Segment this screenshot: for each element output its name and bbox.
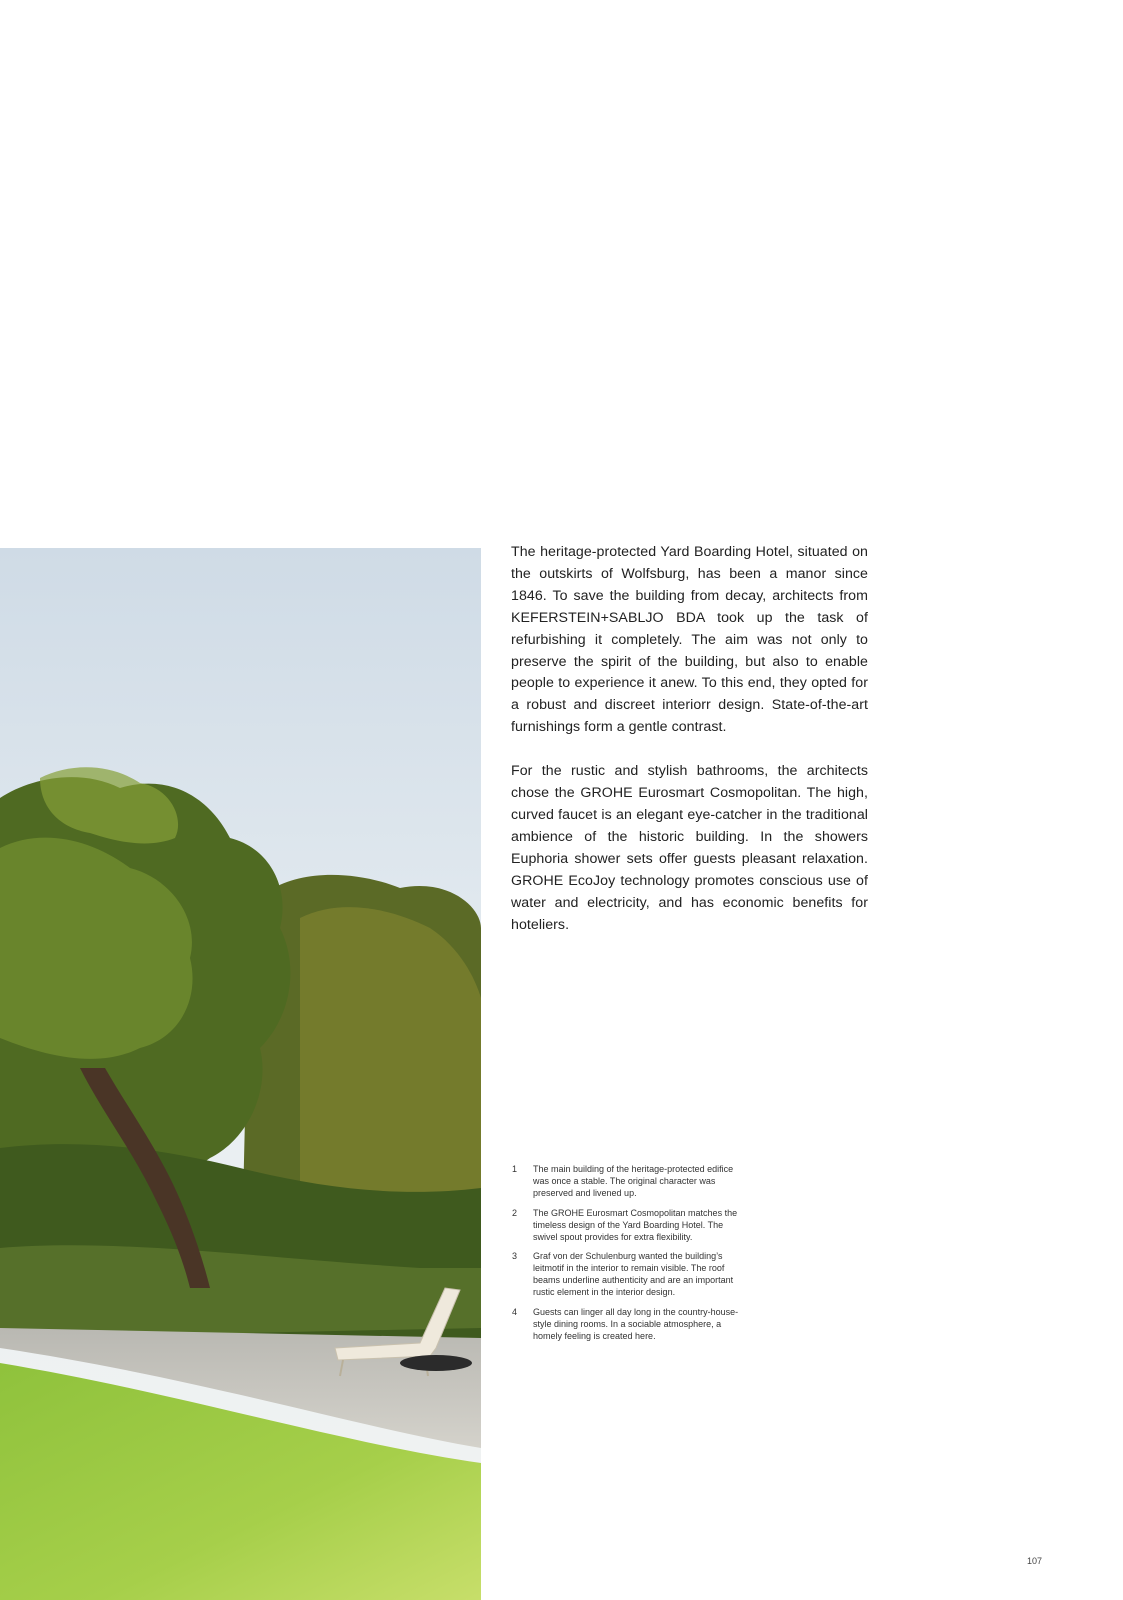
body-paragraph-2: For the rustic and stylish bathrooms, the architects chose the GROHE Eurosmart Cosmopolitan. The high, curved faucet is an elegant eye-catcher in the traditional ambience of the historic building. In the showers Euphoria shower sets offer guests pleasant relaxation. GROHE EcoJoy technology promotes conscious use of water and electricity, and has economic benefits for hoteliers.	[511, 763, 868, 933]
caption-number: 1	[512, 1164, 518, 1174]
fire-bowl	[400, 1355, 472, 1371]
image-captions	[512, 1164, 742, 1351]
page-number: 107	[1027, 1556, 1043, 1566]
caption-item	[512, 1208, 742, 1244]
caption-number: 4	[512, 1307, 518, 1318]
caption-text: Graf von der Schulenburg wanted the building’s leitmotif in the interior to remain visible. The roof beams underline authenticity and are an important rustic element in the interior design.	[533, 1251, 734, 1298]
caption-number: 2	[512, 1207, 518, 1218]
caption-number: 3	[512, 1251, 518, 1262]
body-paragraph-1: The heritage-protected Yard Boarding Hotel, situated on the outskirts of Wolfsburg, has been a manor since 1846. To save the building from decay, architects from KEFERSTEIN+SABLJO BDA took up the task of refurbishing it completely. The aim was not only to preserve the spirit of the building, but also to enable people to experience it anew. To this end, they opted for a robust and discreet interiorr design. State-of-the-art furnishings form a gentle contrast.	[511, 544, 868, 736]
caption-item	[512, 1251, 742, 1299]
caption-item	[512, 1307, 742, 1343]
garden-photo-illustration	[0, 548, 481, 1600]
caption-text: The main building of the heritage-protected edifice was once a stable. The original character was preserved and livened up.	[533, 1164, 734, 1198]
caption-text: Guests can linger all day long in the country-house-style dining rooms. In a sociable atmosphere, a homely feeling is created here.	[533, 1307, 739, 1341]
caption-item	[512, 1164, 742, 1200]
caption-text: The GROHE Eurosmart Cosmopolitan matches the timeless design of the Yard Boarding Hotel. The swivel spout provides for extra flexibility.	[533, 1207, 738, 1242]
garden-photo	[0, 548, 481, 1600]
article-body	[511, 542, 868, 958]
